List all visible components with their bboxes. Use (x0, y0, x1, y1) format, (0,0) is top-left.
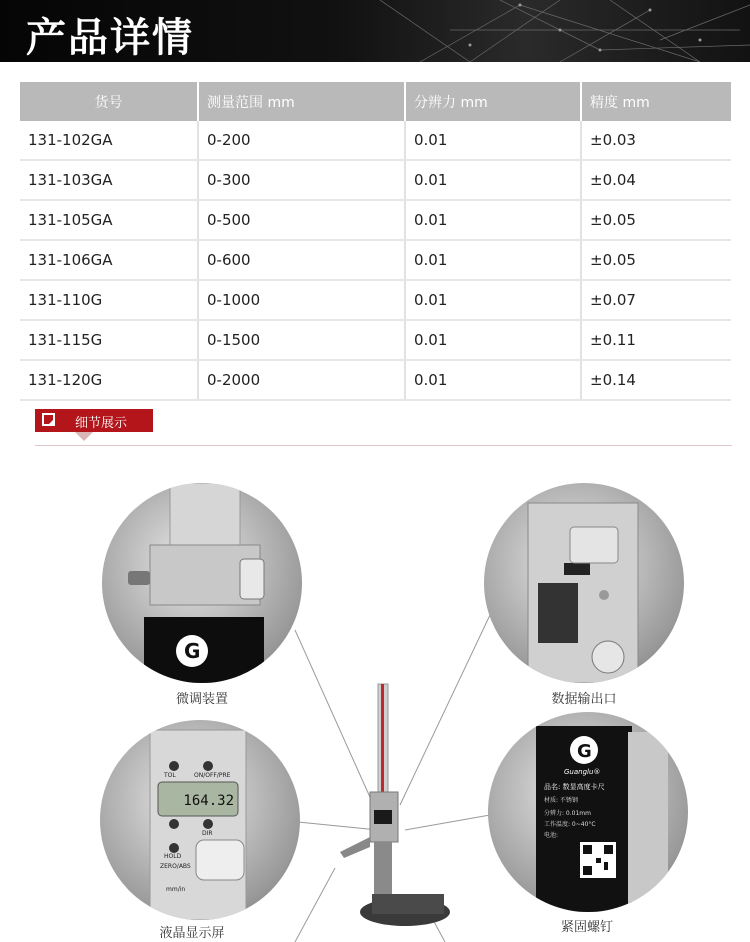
column-header: 测量范围 mm (198, 82, 405, 121)
svg-text:G: G (577, 741, 592, 762)
table-cell: 0.01 (405, 121, 581, 160)
svg-text:G: G (184, 639, 201, 663)
product-name-label: 品名: 数显高度卡尺 (544, 783, 605, 791)
material-label: 材质: 不锈钢 (544, 797, 578, 804)
lcd-reading: 164.32 (183, 793, 234, 809)
table-cell: ±0.14 (581, 360, 731, 400)
tol-label: TOL (164, 772, 176, 779)
battery-label: 电池: (544, 832, 559, 839)
dir-label: DIR (202, 830, 213, 837)
data-port-illustration (484, 483, 684, 683)
column-header: 分辨力 mm (405, 82, 581, 121)
table-cell: 0-1500 (198, 320, 405, 360)
table-cell: 131-106GA (20, 240, 198, 280)
table-cell: 0-2000 (198, 360, 405, 400)
screw-photo (488, 712, 688, 912)
data-port-photo (484, 483, 684, 683)
table-cell: ±0.05 (581, 200, 731, 240)
table-cell: 131-105GA (20, 200, 198, 240)
table-cell: 0-600 (198, 240, 405, 280)
table-cell: 0.01 (405, 160, 581, 200)
column-header: 货号 (20, 82, 198, 121)
table-cell: ±0.03 (581, 121, 731, 160)
table-cell: 0-500 (198, 200, 405, 240)
table-cell: 0.01 (405, 360, 581, 400)
zero-abs-label: ZERO/ABS (160, 863, 191, 870)
caption-data-port: 数据输出口 (551, 692, 617, 707)
table-cell: 0-200 (198, 121, 405, 160)
table-cell: 131-103GA (20, 160, 198, 200)
fine-adjust-photo (102, 483, 302, 683)
table-cell: ±0.05 (581, 240, 731, 280)
resolution-label: 分辨力: 0.01mm (544, 810, 591, 817)
page-title: 产品详情 (26, 15, 194, 61)
table-cell: 131-120G (20, 360, 198, 400)
table-cell: ±0.04 (581, 160, 731, 200)
caption-screw: 紧固螺钉 (560, 920, 613, 935)
lcd-photo (100, 720, 300, 920)
section-title: 细节展示 (75, 416, 128, 431)
caption-lcd: 液晶显示屏 (159, 926, 225, 941)
table-cell: 131-102GA (20, 121, 198, 160)
mm-in-label: mm/in (166, 886, 186, 893)
table-cell: ±0.07 (581, 280, 731, 320)
fine-adjust-illustration (102, 483, 302, 683)
table-cell: 0.01 (405, 280, 581, 320)
column-header: 精度 mm (581, 82, 731, 121)
table-cell: 0-300 (198, 160, 405, 200)
table-cell: 0.01 (405, 240, 581, 280)
table-cell: 131-115G (20, 320, 198, 360)
table-cell: 0-1000 (198, 280, 405, 320)
temp-label: 工作温度: 0~40°C (544, 821, 596, 828)
height-gauge-image (330, 682, 450, 932)
brand-label: Guanglu® (564, 768, 601, 776)
hold-label: HOLD (164, 853, 182, 860)
lcd-illustration (100, 720, 300, 920)
table-cell: 0.01 (405, 200, 581, 240)
caption-fine-adjust: 微调装置 (175, 692, 228, 707)
on-off-label: ON/OFF/PRE (194, 772, 231, 779)
table-cell: 0.01 (405, 320, 581, 360)
table-cell: ±0.11 (581, 320, 731, 360)
table-cell: 131-110G (20, 280, 198, 320)
